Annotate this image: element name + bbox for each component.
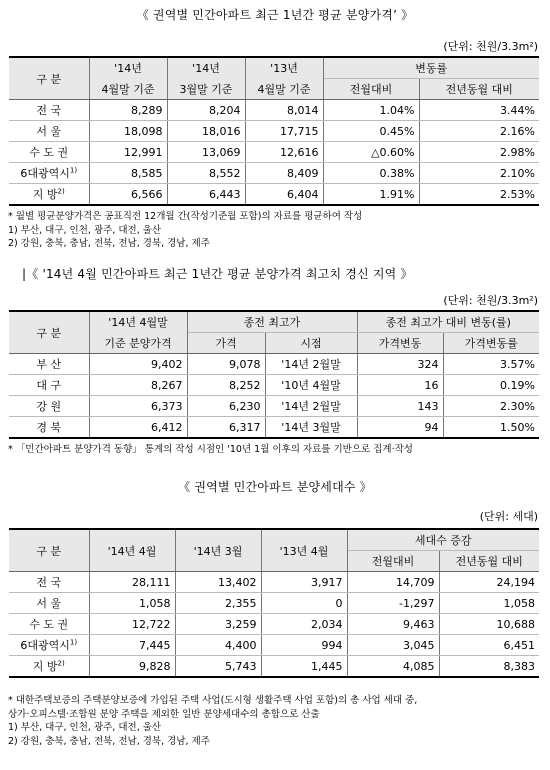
row-label xyxy=(9,656,89,678)
cell: 3.57% xyxy=(443,354,539,375)
header-col1-bottom: 4월말 기준 xyxy=(89,79,167,100)
header-change: 변동률 xyxy=(323,57,539,79)
footnote-mark: 2) xyxy=(57,187,65,196)
cell: 13,402 xyxy=(175,572,261,593)
cell: 4,400 xyxy=(175,635,261,656)
note-line: * 「민간아파트 분양가격 동향」 통계의 작성 시점인 '10년 1월 이후의 자료를 기반으로 집계·작성 xyxy=(8,444,413,455)
table-row xyxy=(9,100,539,121)
row-label: 대 구 xyxy=(9,375,89,396)
cell: 13,069 xyxy=(167,142,245,163)
cell: 16 xyxy=(357,375,443,396)
cell: 1.50% xyxy=(443,417,539,439)
cell: 1.04% xyxy=(323,100,419,121)
cell: 2,034 xyxy=(261,614,347,635)
cell: 18,098 xyxy=(89,121,167,142)
cell: 1,058 xyxy=(439,593,539,614)
cell: 24,194 xyxy=(439,572,539,593)
cell: 1.91% xyxy=(323,184,419,206)
table-row xyxy=(9,354,539,375)
cell: 9,463 xyxy=(347,614,439,635)
row-label xyxy=(9,184,89,206)
section1-title: 《 권역별 민간아파트 최근 1년간 평균 분양가격’ 》 xyxy=(136,8,414,22)
cell: 12,722 xyxy=(89,614,175,635)
note-line: 상가·오피스텔·조합원 분양 주택을 제외한 일반 분양세대수의 총합으로 산출 xyxy=(8,708,320,720)
header-col3: '13년 4월 xyxy=(261,529,347,572)
header-yoy: 전년동월 대비 xyxy=(419,79,539,100)
header-col1-top: '14년 4월말 xyxy=(89,311,187,333)
header-col2-bottom: 3월말 기준 xyxy=(167,79,245,100)
cell: 6,373 xyxy=(89,396,187,417)
cell: 2,355 xyxy=(175,593,261,614)
section3-unit: (단위: 세대) xyxy=(479,510,538,523)
section2-table xyxy=(9,310,539,439)
section3-title: 《 권역별 민간아파트 분양세대수 》 xyxy=(178,480,372,494)
cell: 8,014 xyxy=(245,100,323,121)
row-label: 서 울 xyxy=(9,121,89,142)
section1-table xyxy=(9,56,539,206)
row-label-text: 지 방 xyxy=(32,188,58,201)
row-label: 수 도 권 xyxy=(9,614,89,635)
row-label: 서 울 xyxy=(9,593,89,614)
note-line: 2) 강원, 충북, 충남, 전북, 전남, 경북, 경남, 제주 xyxy=(8,238,210,249)
header-rate: 가격변동률 xyxy=(443,333,539,354)
cell: 6,443 xyxy=(167,184,245,206)
cell: 1,058 xyxy=(89,593,175,614)
note-line: * 월별 평균분양가격은 공표직전 12개월 간(작성기준월 포함)의 자료를 평균하여 작성 xyxy=(8,211,363,222)
cell: 4,085 xyxy=(347,656,439,678)
cell: 8,267 xyxy=(89,375,187,396)
cell: '10년 4월말 xyxy=(265,375,357,396)
cell: 8,552 xyxy=(167,163,245,184)
section2-title: |《 '14년 4월 민간아파트 최근 1년간 평균 분양가격 최고치 경신 지역 》 xyxy=(22,267,413,281)
header-region: 구 분 xyxy=(9,529,89,572)
header-region: 구 분 xyxy=(9,57,89,100)
header-col3-top: '13년 xyxy=(245,57,323,79)
table-row xyxy=(9,142,539,163)
table-row xyxy=(9,635,539,656)
cell: 7,445 xyxy=(89,635,175,656)
row-label: 부 산 xyxy=(9,354,89,375)
row-label: 전 국 xyxy=(9,100,89,121)
footnote-mark: 2) xyxy=(57,659,65,668)
header-price: 가격 xyxy=(187,333,265,354)
row-label xyxy=(9,163,89,184)
cell: 3,917 xyxy=(261,572,347,593)
cell: 94 xyxy=(357,417,443,439)
cell: 2.53% xyxy=(419,184,539,206)
header-col2: '14년 3월 xyxy=(175,529,261,572)
cell: 8,383 xyxy=(439,656,539,678)
table-row xyxy=(9,417,539,439)
cell: 143 xyxy=(357,396,443,417)
row-label: 전 국 xyxy=(9,572,89,593)
row-label: 수 도 권 xyxy=(9,142,89,163)
cell: 3,045 xyxy=(347,635,439,656)
header-col3-bottom: 4월말 기준 xyxy=(245,79,323,100)
cell: 0.38% xyxy=(323,163,419,184)
cell: 8,204 xyxy=(167,100,245,121)
footnote-mark: 1) xyxy=(69,166,78,175)
header-col1-bottom: 기준 분양가격 xyxy=(89,333,187,354)
cell: 9,828 xyxy=(89,656,175,678)
table-row xyxy=(9,396,539,417)
header-col1-top: '14년 xyxy=(89,57,167,79)
cell: 2.10% xyxy=(419,163,539,184)
cell: 6,451 xyxy=(439,635,539,656)
cell: 8,289 xyxy=(89,100,167,121)
cell: 0 xyxy=(261,593,347,614)
cell: 14,709 xyxy=(347,572,439,593)
cell: 10,688 xyxy=(439,614,539,635)
header-diff: 가격변동 xyxy=(357,333,443,354)
cell: 6,230 xyxy=(187,396,265,417)
header-mom: 전월대비 xyxy=(347,551,439,572)
cell: 6,566 xyxy=(89,184,167,206)
cell: 17,715 xyxy=(245,121,323,142)
cell: 0.19% xyxy=(443,375,539,396)
cell: 994 xyxy=(261,635,347,656)
row-label-text: 6대광역시 xyxy=(20,167,70,180)
header-col2-top: '14년 xyxy=(167,57,245,79)
header-change: 종전 최고가 대비 변동(률) xyxy=(357,311,539,333)
cell: 6,412 xyxy=(89,417,187,439)
cell: 8,409 xyxy=(245,163,323,184)
cell: 6,317 xyxy=(187,417,265,439)
cell: 18,016 xyxy=(167,121,245,142)
header-col1: '14년 4월 xyxy=(89,529,175,572)
cell: 8,585 xyxy=(89,163,167,184)
note-line: 2) 강원, 충북, 충남, 전북, 전남, 경북, 경남, 제주 xyxy=(8,735,210,747)
header-region: 구 분 xyxy=(9,311,89,354)
table-row xyxy=(9,656,539,678)
header-yoy: 전년동월 대비 xyxy=(439,551,539,572)
section3-table xyxy=(9,528,539,678)
note-line: * 대한주택보증의 주택분양보증에 가입된 주택 사업(도시형 생활주택 사업 포함)의 총 사업 세대 중, xyxy=(8,695,418,706)
cell: 1,445 xyxy=(261,656,347,678)
section3-notes xyxy=(8,694,417,748)
cell: 12,616 xyxy=(245,142,323,163)
table-row xyxy=(9,184,539,206)
cell: '14년 2월말 xyxy=(265,396,357,417)
cell: -1,297 xyxy=(347,593,439,614)
cell: 3.44% xyxy=(419,100,539,121)
table-row xyxy=(9,121,539,142)
header-period: 시점 xyxy=(265,333,357,354)
section1-notes xyxy=(8,210,362,251)
note-line: 1) 부산, 대구, 인천, 광주, 대전, 울산 xyxy=(8,722,162,733)
header-change: 세대수 증감 xyxy=(347,529,539,551)
cell: 324 xyxy=(357,354,443,375)
table-row xyxy=(9,375,539,396)
cell: 6,404 xyxy=(245,184,323,206)
cell: 5,743 xyxy=(175,656,261,678)
footnote-mark: 1) xyxy=(69,638,78,647)
table-row xyxy=(9,593,539,614)
row-label-text: 6대광역시 xyxy=(20,639,70,652)
section1-unit: (단위: 천원/3.3m²) xyxy=(443,40,538,53)
cell: 8,252 xyxy=(187,375,265,396)
cell: '14년 3월말 xyxy=(265,417,357,439)
cell: 9,078 xyxy=(187,354,265,375)
section2-unit: (단위: 천원/3.3m²) xyxy=(443,294,538,307)
cell: 28,111 xyxy=(89,572,175,593)
cell: 2.30% xyxy=(443,396,539,417)
cell: '14년 2월말 xyxy=(265,354,357,375)
header-prev-high: 종전 최고가 xyxy=(187,311,357,333)
table-row xyxy=(9,614,539,635)
cell: 2.98% xyxy=(419,142,539,163)
row-label xyxy=(9,635,89,656)
section2-notes xyxy=(8,443,413,457)
table-row xyxy=(9,572,539,593)
cell: 3,259 xyxy=(175,614,261,635)
note-line: 1) 부산, 대구, 인천, 광주, 대전, 울산 xyxy=(8,224,162,236)
header-mom: 전월대비 xyxy=(323,79,419,100)
cell: 9,402 xyxy=(89,354,187,375)
row-label-text: 지 방 xyxy=(32,660,58,673)
row-label: 강 원 xyxy=(9,396,89,417)
table-row xyxy=(9,163,539,184)
cell: 0.45% xyxy=(323,121,419,142)
cell: 2.16% xyxy=(419,121,539,142)
row-label: 경 북 xyxy=(9,417,89,439)
cell: △0.60% xyxy=(323,142,419,163)
cell: 12,991 xyxy=(89,142,167,163)
